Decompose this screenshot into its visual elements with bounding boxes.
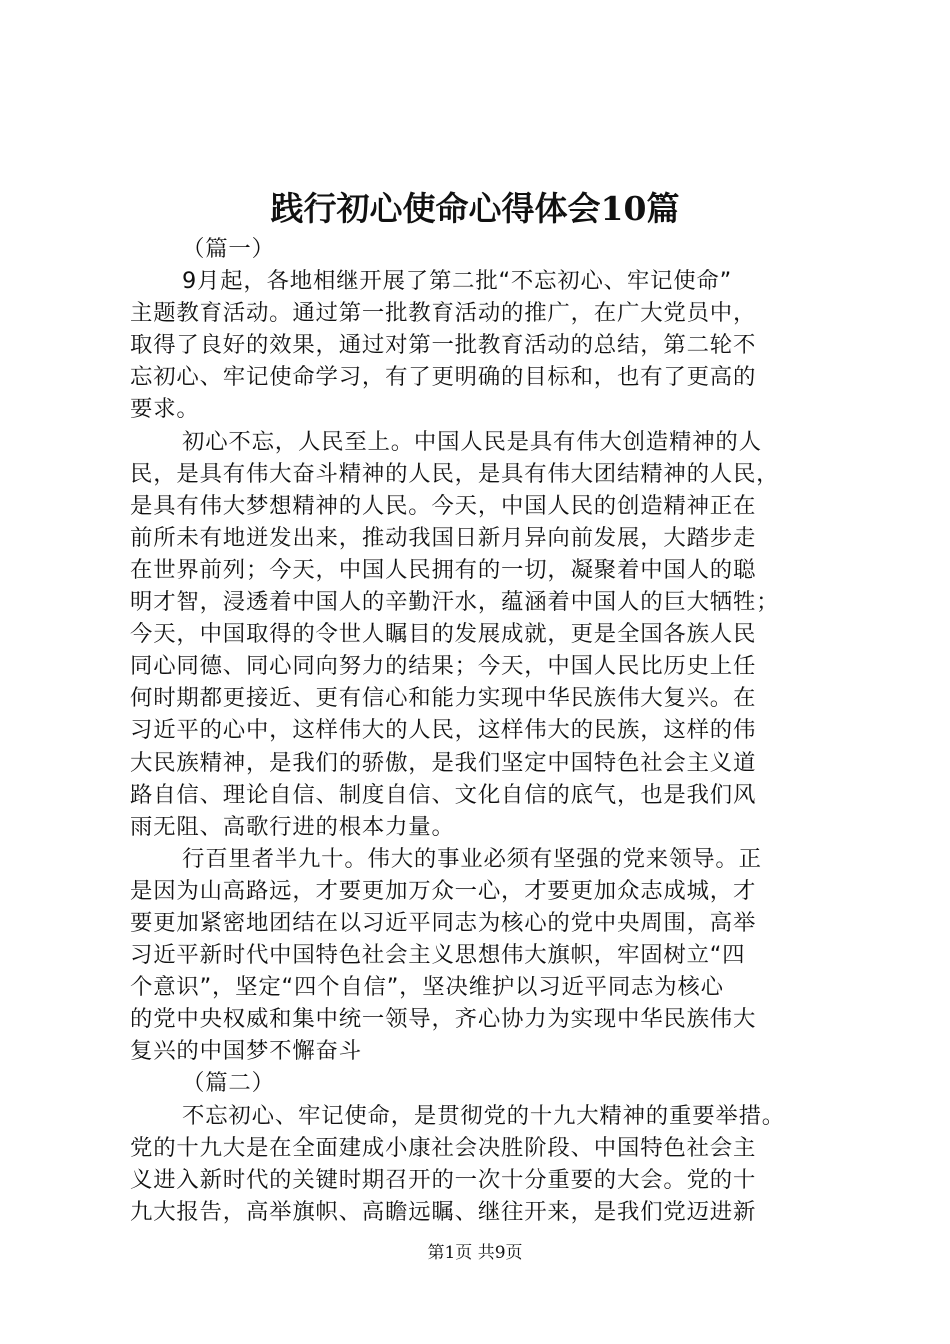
text-line: 同心同德、同心同向努力的结果；今天，中国人民比历史上任 [130, 653, 757, 680]
text-line: 不忘初心、牢记使命，是贯彻党的十九大精神的重要举措。 [182, 1102, 785, 1129]
page-footer: 第1页 共9页 [427, 1243, 523, 1263]
text-line: 主题教育活动。通过第一批教育活动的推广，在广大党员中， [130, 300, 757, 327]
text-line: 在世界前列；今天，中国人民拥有的一切，凝聚着中国人的聪 [130, 556, 757, 583]
text-line: 习近平新时代中国特色社会主义思想伟大旗帜，牢固树立“四 [130, 942, 746, 969]
text-line: 初心不忘，人民至上。中国人民是具有伟大创造精神的人 [182, 428, 762, 455]
text-line: 党的十九大是在全面建成小康社会决胜阶段、中国特色社会主 [130, 1134, 757, 1161]
text-line: 雨无阻、高歌行进的根本力量。 [130, 813, 455, 840]
text-line: 是因为山高路远，才要更加万众一心，才要更加众志成城，才 [130, 877, 757, 904]
text-line: 习近平的心中，这样伟大的人民，这样伟大的民族，这样的伟 [130, 717, 757, 744]
text-line: 要更加紧密地团结在以习近平同志为核心的党中央周围，高举 [130, 909, 757, 936]
text-line: 九大报告，高举旗帜、高瞻远瞩、继往开来，是我们党迈进新 [130, 1198, 757, 1225]
text-line: 明才智，浸透着中国人的辛勤汗水，蕴涵着中国人的巨大牺牲； [130, 589, 780, 616]
text-line: （篇一） [182, 236, 275, 262]
text-line: 的党中央权威和集中统一领导，齐心协力为实现中华民族伟大 [130, 1006, 757, 1033]
text-line: 行百里者半九十。伟大的事业必须有坚强的党来领导。正 [182, 845, 762, 872]
text-line: 大民族精神，是我们的骄傲，是我们坚定中国特色社会主义道 [130, 749, 757, 776]
text-line: 民，是具有伟大奋斗精神的人民，是具有伟大团结精神的人民， [130, 460, 780, 487]
text-line: 义进入新时代的关键时期召开的一次十分重要的大会。党的十 [130, 1166, 757, 1193]
text-line: 是具有伟大梦想精神的人民。今天，中国人民的创造精神正在 [130, 492, 757, 519]
text-line: 路自信、理论自信、制度自信、文化自信的底气，也是我们风 [130, 781, 757, 808]
text-line: （篇二） [182, 1070, 275, 1097]
text-line: 9月起，各地相继开展了第二批“不忘初心、牢记使命” [182, 268, 733, 295]
text-line: 今天，中国取得的令世人瞩目的发展成就，更是全国各族人民 [130, 621, 757, 648]
text-line: 取得了良好的效果，通过对第一批教育活动的总结，第二轮不 [130, 332, 757, 359]
text-line: 要求。 [130, 396, 200, 423]
text-line: 何时期都更接近、更有信心和能力实现中华民族伟大复兴。在 [130, 685, 757, 712]
text-line: 个意识”，坚定“四个自信”，坚决维护以习近平同志为核心 [130, 974, 724, 1001]
document-body [130, 233, 830, 1228]
text-line: 前所未有地迸发出来，推动我国日新月异向前发展，大踏步走 [130, 524, 757, 551]
document-title: 践行初心使命心得体会10篇 [270, 189, 680, 228]
text-line: 忘初心、牢记使命学习，有了更明确的目标和，也有了更高的 [130, 364, 757, 391]
text-line: 复兴的中国梦不懈奋斗 [130, 1038, 362, 1065]
